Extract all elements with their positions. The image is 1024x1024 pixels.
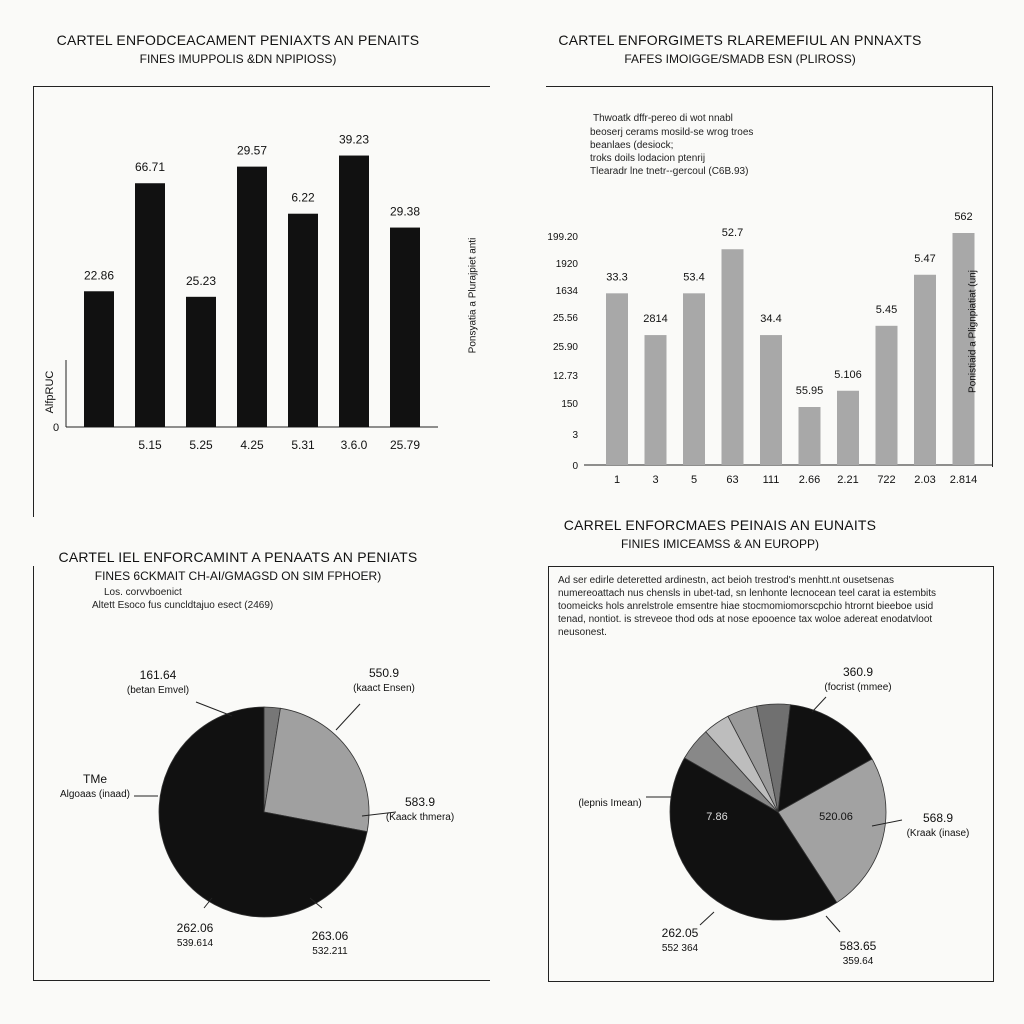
panel2-y-tick-label: 12.73: [552, 371, 578, 382]
panel1-data-label: 29.57: [236, 143, 268, 158]
panel2-y-tick-label: 199.20: [547, 232, 578, 243]
panel1-subtitle: FINES IMUPPOLIS &DN NPIPIOSS): [139, 52, 337, 66]
panel2-x-tick-label: 2.21: [837, 474, 859, 486]
panel4-paragraph: Ad ser edirle deteretted ardinestn, act beioh trestrod's menhtt.nt ousetsenas numereoattach nus chensls in ubet-tad, sn lenhonte lecnocean teel carat ia estembits toomeicks hols anrelstrole emsentre hiae stocmomiomorscpchio htrornt bieeboe usid tenad, nontiot. is streveoe thod ods at nose epooence tax woloe adereat enodatvloot neusonest.: [558, 575, 937, 638]
panel2-x-tick-label: 1: [613, 474, 621, 486]
panel1-y-tick-0: 0: [52, 422, 60, 434]
panel1-bar: [288, 214, 318, 427]
panel1-bar: [390, 228, 420, 427]
panel1-right-axis-label: Ponsyatia a Plurajpiet anti: [467, 237, 479, 354]
panel3-callout-value: 550.9: [368, 666, 400, 680]
panel1-x-tick-label: 3.6.0: [340, 438, 368, 452]
panel3-callout-value: 263.06: [311, 929, 349, 943]
panel2-bar: [760, 335, 782, 465]
panel2-bar: [914, 275, 936, 465]
panel3-callout-value: 262.06: [176, 921, 214, 935]
panel3-callout-sub: (kaact Ensen): [353, 683, 415, 694]
panel2-data-label: 5.106: [834, 368, 862, 381]
panel2-data-label: 34.4: [760, 313, 782, 326]
panel2-x-tick-label: 2.814: [949, 474, 978, 486]
panel3-callout-sub: Algoaas (inaad): [59, 789, 131, 800]
panel1-data-label: 39.23: [338, 132, 370, 147]
panel2-y-tick-label: 1920: [555, 259, 578, 270]
panel2-x-tick-label: 5: [690, 474, 698, 486]
panel4-callout-sub: (Kraak (inase): [906, 828, 970, 839]
panel2-bar: [876, 326, 898, 465]
panel3-callout-sub: 539.614: [176, 938, 214, 949]
panel2-x-tick-label: 3: [652, 474, 659, 486]
panel2-bar: [837, 391, 859, 465]
panel1-data-label: 29.38: [389, 204, 421, 219]
panel3-subtitle: FINES 6CKMAIT CH-AI/GMAGSD ON SIM FPHOER): [94, 569, 382, 583]
panel1-bar: [135, 183, 165, 427]
panel2-bar: [683, 293, 705, 465]
panel2-data-label: 2814: [643, 313, 668, 326]
panel2-y-tick-label: 25.56: [552, 313, 578, 324]
panel4-subtitle: FINIES IMICEAMSS & AN EUROPP): [620, 537, 820, 551]
panel4-callout-sub: (lepnis Imean): [578, 798, 642, 809]
panel4-callout-sub: 552 364: [661, 943, 699, 954]
panel2-bar: [645, 335, 667, 465]
panel1-bar: [237, 167, 267, 427]
panel2-y-tick-label: 0: [572, 461, 578, 472]
panel2-bar: [799, 407, 821, 465]
panel2-note-2: beoserj cerams mosild-se wrog troes: [590, 127, 754, 138]
panel1-x-tick-label: 5.15: [138, 438, 162, 452]
panel3-note-1: Los. corvvboenict: [104, 587, 182, 598]
panel2-title: CARTEL ENFORGIMETS RLAREMEFIUL AN PNNAXTS: [558, 32, 922, 48]
panel4-callout-value: 360.9: [842, 665, 874, 679]
panel3-callout-value: 161.64: [139, 668, 177, 682]
panel3-callout-value: TMe: [83, 772, 107, 786]
panel4-inner-label: 520.06: [819, 811, 853, 823]
panel2-bar: [606, 293, 628, 465]
panel2-y-tick-label: 3: [572, 430, 578, 441]
panel2-note-5: Tlearadr lne tnetr--gercoul (C6B.93): [590, 166, 749, 177]
panel2-note-4: troks doils lodacion ptenrij: [590, 153, 706, 164]
panel2-bar: [722, 249, 744, 465]
panel3-callout-value: 583.9: [404, 795, 436, 809]
panel1-y-axis-label: AlfpRUC: [44, 370, 56, 414]
panel2-x-tick-label: 2.03: [914, 474, 936, 486]
panel1-data-label: 22.86: [83, 268, 115, 283]
panel2-data-label: 33.3: [606, 271, 628, 284]
panel1-data-label: 25.23: [185, 273, 217, 288]
panel2-data-label: 53.4: [683, 271, 705, 284]
panel3-callout-sub: (Kaack thmera): [385, 812, 455, 823]
panel2-data-label: 52.7: [721, 227, 744, 240]
panel4-title: CARREL ENFORCMAES PEINAIS AN EUNAITS: [563, 517, 877, 533]
panel2-x-tick-label: 2.66: [798, 474, 821, 486]
panel2-data-label: 5.45: [875, 303, 898, 316]
panel2-subtitle: FAFES IMOIGGE/SMADB ESN (PLIROSS): [624, 52, 856, 66]
panel1-bar: [84, 291, 114, 427]
panel1-x-tick-label: 5.31: [291, 438, 315, 452]
panel1-title: CARTEL ENFODCEACAMENT PENIAXTS AN PENAITS: [56, 32, 420, 48]
panel3-title: CARTEL IEL ENFORCAMINT A PENAATS AN PENIATS: [58, 549, 418, 565]
panel2-y-tick-label: 1634: [555, 286, 578, 297]
panel4-callout-sub: (focrist (mmee): [824, 682, 892, 693]
panel1-data-label: 66.71: [134, 160, 166, 175]
panel2-y-tick-label: 150: [561, 399, 578, 410]
panel1-x-tick-label: 4.25: [240, 438, 264, 452]
panel2-y-tick-label: 25.90: [552, 342, 578, 353]
panel1-x-tick-label: 25.79: [389, 438, 421, 452]
panel3-note-2: Altett Esoco fus cuncldtajuo esect (2469): [92, 600, 274, 611]
panel2-x-tick-label: 111: [762, 474, 780, 486]
panel2-data-label: 562: [954, 211, 973, 223]
panel2-note-1: Thwoatk dffr-pereo di wot nnabl: [593, 113, 733, 124]
panel1-data-label: 6.22: [291, 190, 315, 205]
panel4-inner-label: 7.86: [706, 811, 728, 823]
panel4-callout-value: 262.05: [661, 926, 699, 940]
panel2-x-tick-label: 722: [877, 474, 896, 486]
panel1-bar: [186, 297, 216, 427]
panel3-callout-sub: 532.211: [312, 946, 348, 957]
panel2-x-tick-label: 63: [726, 474, 739, 486]
panel2-data-label: 5.47: [914, 252, 936, 265]
panel2-data-label: 55.95: [795, 385, 824, 397]
panel3-callout-sub: (betan Emvel): [126, 685, 190, 696]
panel4-callout-value: 568.9: [922, 811, 954, 825]
panel1-x-tick-label: 5.25: [189, 438, 213, 452]
panel2-right-axis-label: Ponistiaid a Plignpiatiat (unj: [967, 270, 979, 393]
panel4-callout-value: 583.65: [839, 939, 877, 953]
panel4-callout-sub: 359.64: [842, 956, 874, 967]
panel1-bar: [339, 156, 369, 427]
panel2-note-3: beanlaes (desiock;: [590, 140, 674, 151]
